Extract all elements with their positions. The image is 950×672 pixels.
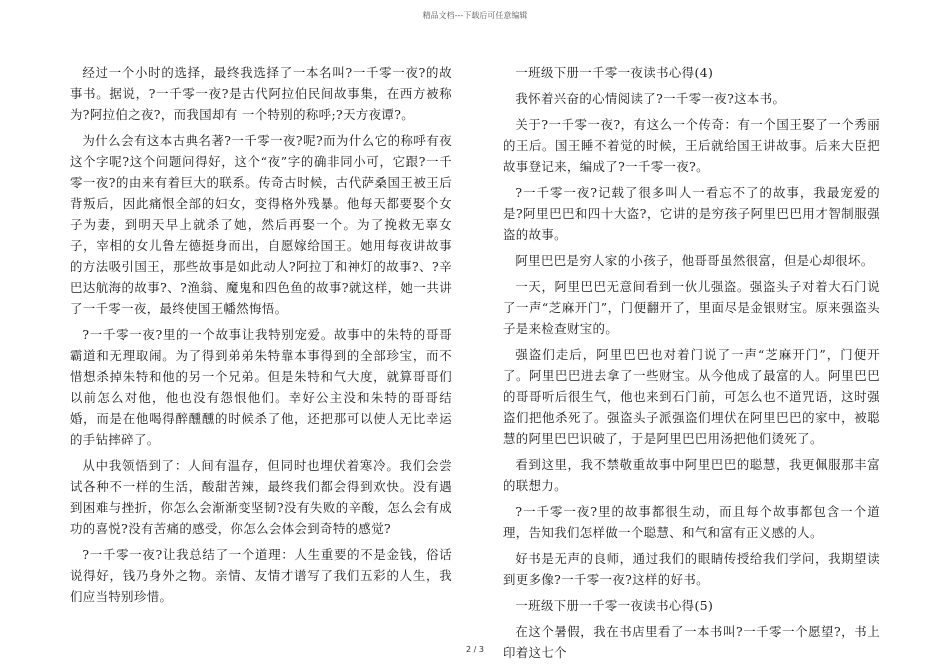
paragraph: ?一千零一夜?让我总结了一个道理：人生重要的不是金钱，俗话说得好，钱乃身外之物。亲情、友情才谱写了我们五彩的人生，我们应当特别珍惜。 bbox=[70, 547, 452, 604]
paragraph: 强盗们走后，阿里巴巴也对着门说了一声“芝麻开门”，门便开了。阿里巴巴进去拿了一些财宝。从今他成了最富的人。阿里巴巴的哥哥听后很生气，他也来到石门前，可怎么也不道咒语，这时强盗们把他杀死了。强盗头子派强盗们埋伏在阿里巴巴的家中，被聪慧的阿里巴巴识破了，于是阿里巴巴用汤把他们烫死了。 bbox=[503, 347, 880, 446]
paragraph: 好书是无声的良师，通过我们的眼睛传授给我们学问，我期望读到更多像?一千零一夜?这样的好书。 bbox=[503, 551, 880, 587]
paragraph: 我怀着兴奋的心情阅读了?一千零一夜?这本书。 bbox=[515, 91, 786, 106]
right-column bbox=[503, 62, 880, 668]
page-header: 精品文档---下载后可任意编辑 bbox=[422, 11, 528, 20]
paragraph: 从中我领悟到了：人间有温存，但同时也埋伏着寒冷。我们会尝试各种不一样的生活，酸甜苦辣，最终我们都会得到欢快。没有遇到困难与挫折，你怎么会渐渐变坚韧?没有失败的辛酸，怎么会有成功的喜悦?没有苦痛的感受，你怎么会体会到奇特的感觉? bbox=[70, 458, 452, 536]
section-heading: 一班级下册一千零一夜读书心得(4) bbox=[515, 65, 714, 80]
paragraph: ?一千零一夜?记载了很多叫人一看忘不了的故事，我最宠爱的是?阿里巴巴和四十大盗?，它讲的是穷孩子阿里巴巴用才智制服强盗的故事。 bbox=[503, 185, 880, 242]
page-number: 2 / 3 bbox=[466, 645, 484, 654]
paragraph: ?一千零一夜?里的故事都很生动，而且每个故事都包含一个道理，告知我们怎样做一个聪慧、和气和富有正义感的人。 bbox=[503, 504, 880, 540]
paragraph: 关于?一千零一夜?，有这么一个传奇：有一个国王娶了一个秀丽的王后。国王睡不着觉的时候，王后就给国王讲故事。后来大臣把故事登记来，编成了?一千零一夜?。 bbox=[503, 117, 880, 174]
paragraph: 看到这里，我不禁敬重故事中阿里巴巴的聪慧，我更佩服那丰富的联想力。 bbox=[503, 457, 880, 493]
paragraph: 经过一个小时的选择，最终我选择了一本名叫?一千零一夜?的故事书。据说，?一千零一夜?是古代阿拉伯民间故事集，在西方被称为?阿拉伯之夜?，而我国却有 一个特别的称呼;?天方夜谭?。 bbox=[70, 65, 452, 122]
paragraph: 为什么会有这本古典名著?一千零一夜?呢?而为什么它的称呼有夜这个字呢?这个问题问得好，这个“夜”字的确非同小可，它跟?一千零一夜?的由来有着巨大的联系。传奇古时候，古代萨桑国王被王后背叛后，因此痛恨全部的妇女，变得格外残暴。他每天都要娶个女子为妻，到明天早上就杀了她，然后再娶一个。为了挽救无辜女子，宰相的女儿鲁左德挺身而出，自愿嫁给国王。她用每夜讲故事的方法吸引国王，那些故事是如此动人?阿拉丁和神灯的故事?、?辛巴达航海的故事?、?渔翁、魔鬼和四色鱼的故事?就这样，她一共讲了一千零一夜，最终使国王幡然悔悟。 bbox=[70, 133, 452, 316]
paragraph: 在这个暑假，我在书店里看了一本书叫?一千零一个愿望?，书上印着这七个 bbox=[503, 624, 880, 660]
left-column bbox=[70, 62, 452, 612]
paragraph: 一天，阿里巴巴无意间看到一伙儿强盗。强盗头子对着大石门说了一声“芝麻开门”，门便翻开了，里面尽是金银财宝。原来强盗头子是来检查财宝的。 bbox=[503, 279, 880, 336]
paragraph: ?一千零一夜?里的一个故事让我特别宠爱。故事中的朱特的哥哥霸道和无理取闹。为了得到弟弟朱特靠本事得到的全部珍宝，而不惜想杀掉朱特和他的另一个兄弟。但是朱特和气大度，就算哥哥们以前怎么对他，他也没有怨恨他们。幸好公主没和朱特的哥哥结婚，而是在他喝得醉醺醺的时候杀了他，还把那可以使人无比幸运的手钻摔碎了。 bbox=[70, 327, 452, 447]
paragraph: 阿里巴巴是穷人家的小孩子，他哥哥虽然很富，但是心却很坏。 bbox=[515, 253, 874, 268]
section-heading: 一班级下册一千零一夜读书心得(5) bbox=[515, 598, 714, 613]
